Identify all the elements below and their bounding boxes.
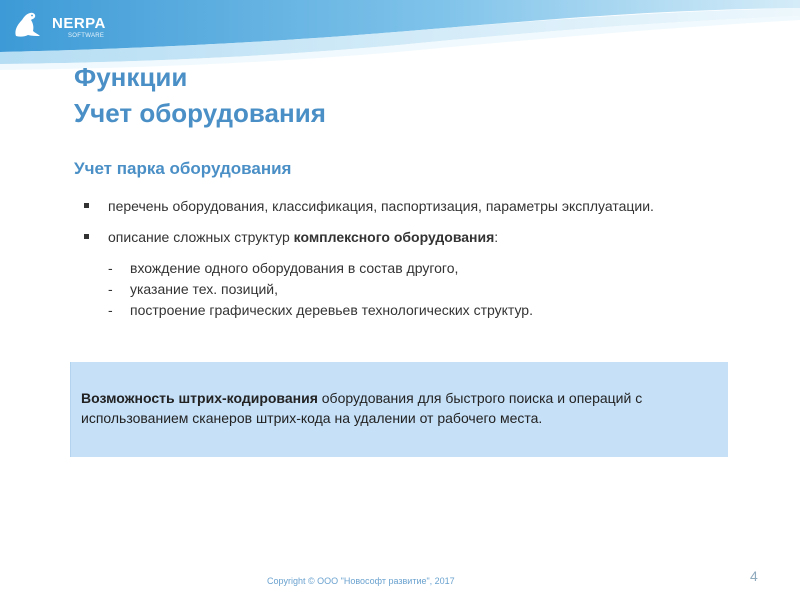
nerpa-logo (10, 6, 110, 42)
seal-icon (10, 8, 44, 40)
page-subtitle: Учет оборудования (74, 98, 326, 128)
page-number: 4 (750, 568, 758, 584)
header-wave-banner (0, 0, 800, 70)
content-list (84, 196, 704, 321)
page-title: Функции (74, 62, 188, 92)
sub-item-text: построение графических деревьев технологических структур. (130, 302, 533, 318)
section-heading: Учет парка оборудования (74, 159, 292, 178)
bullet-text: описание сложных структур (108, 229, 294, 245)
callout-text: оборудования для быстрого поиска и операций с использованием сканеров штрих-кода на удалении от рабочего места. (81, 390, 643, 426)
footer-copyright: Copyright © ООО "Новософт развитие", 2017 (267, 576, 455, 586)
square-bullet-icon (84, 203, 89, 208)
logo-subtext: SOFTWARE (68, 33, 105, 39)
square-bullet-icon (84, 234, 89, 239)
sub-list-item (84, 258, 704, 279)
bullet-item (84, 227, 704, 248)
sub-list-item (84, 300, 704, 321)
bullet-bold-text: комплексного оборудования (293, 229, 495, 245)
dash-marker: - (108, 281, 113, 297)
sub-list-item (84, 279, 704, 300)
dash-marker: - (108, 302, 113, 318)
sub-item-text: вхождение одного оборудования в состав другого, (130, 260, 459, 276)
logo-text: NERPA (52, 15, 106, 32)
callout-bold-text: Возможность штрих-кодирования (81, 390, 318, 406)
callout-box (70, 362, 728, 457)
bullet-text: перечень оборудования, классификация, паспортизация, параметры эксплуатации. (108, 198, 654, 214)
bullet-text-suffix: : (494, 229, 499, 245)
sub-item-text: указание тех. позиций, (130, 281, 279, 297)
dash-marker: - (108, 260, 113, 276)
sub-list (84, 258, 704, 321)
bullet-item (84, 196, 704, 217)
